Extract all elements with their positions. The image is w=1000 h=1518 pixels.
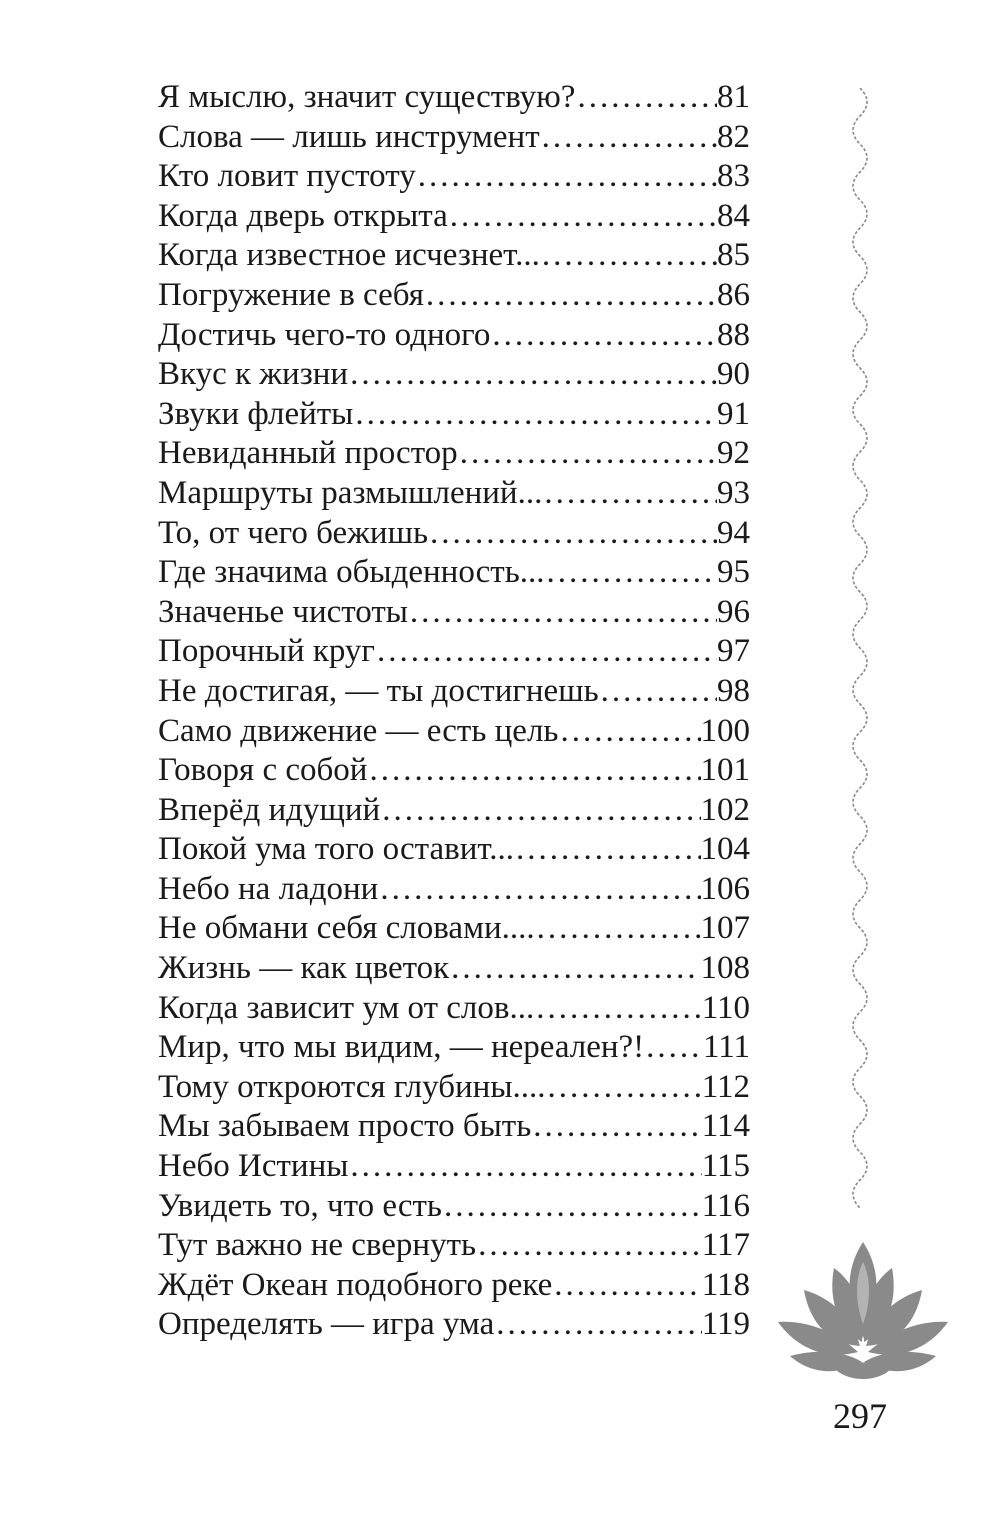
toc-entry [158,672,750,712]
table-of-contents [158,78,750,1345]
toc-entry-page: 96 [717,593,750,630]
toc-entry [158,514,750,554]
toc-leader-dots [367,751,700,791]
toc-entry-title: Небо на ладони [158,870,379,907]
toc-entry-title: Мир, что мы видим, — нереален?! [158,1029,645,1066]
toc-entry-title: Определять — игра ума [158,1306,495,1343]
toc-leader-dots [490,316,717,356]
toc-entry [158,316,750,356]
toc-entry-page: 90 [717,356,750,393]
toc-entry-title: Звуки флейты [158,395,354,432]
toc-entry-title: Достичь чего-то одного [158,316,491,353]
toc-entry-page: 119 [701,1306,750,1343]
toc-entry-title: Тут важно не свернуть [158,1227,477,1264]
toc-leader-dots [535,909,701,949]
toc-entry-page: 111 [702,1029,750,1066]
toc-entry-page: 95 [717,554,750,591]
toc-leader-dots [494,1305,701,1345]
toc-entry [158,593,750,633]
toc-entry-page: 118 [701,1266,750,1303]
toc-entry-page: 93 [717,474,750,511]
toc-leader-dots [558,712,700,752]
toc-entry [158,632,750,672]
toc-entry [158,1068,750,1108]
toc-entry-page: 112 [701,1068,750,1105]
vine-ornament-icon [838,88,882,1218]
toc-entry [158,949,750,989]
toc-leader-dots [552,1266,701,1306]
toc-entry-title: Тому откроются глубины.... [158,1068,546,1105]
toc-entry-page: 85 [717,237,750,274]
toc-entry-title: Ждёт Океан подобного реке [158,1266,553,1303]
toc-leader-dots [542,474,717,514]
toc-entry [158,355,750,395]
toc-entry-title: Жизнь — как цветок [158,950,450,987]
toc-entry [158,1147,750,1187]
toc-entry-page: 107 [700,910,750,947]
toc-entry [158,118,750,158]
toc-leader-dots [378,870,700,910]
toc-leader-dots [644,1028,703,1068]
toc-entry-title: Говоря с собой [158,752,368,789]
toc-entry-title: Погружение в себя [158,276,424,313]
toc-leader-dots [449,949,700,989]
toc-entry [158,989,750,1029]
toc-entry-page: 83 [717,158,750,195]
toc-entry-page: 86 [717,276,750,313]
toc-entry-page: 88 [717,316,750,353]
toc-entry [158,1028,750,1068]
toc-entry [158,1107,750,1147]
toc-entry [158,553,750,593]
toc-leader-dots [428,514,717,554]
toc-entry-page: 117 [701,1227,750,1264]
toc-entry [158,236,750,276]
toc-leader-dots [476,1226,702,1266]
toc-entry-title: Мы забываем просто быть [158,1108,532,1145]
toc-entry-title: Не обмани себя словами.... [158,910,535,947]
toc-leader-dots [416,157,717,197]
toc-entry-title: Значенье чистоты [158,593,408,630]
toc-leader-dots [540,236,717,276]
toc-leader-dots [458,434,717,474]
toc-entry-page: 91 [717,395,750,432]
toc-entry-title: Покой ума того оставит... [158,831,515,868]
toc-entry-title: Где значима обыденность... [158,554,545,591]
toc-entry [158,1305,750,1345]
toc-entry-page: 106 [700,870,750,907]
toc-entry-page: 82 [717,118,750,155]
vine-stem [853,88,867,1208]
toc-leader-dots [546,1068,702,1108]
toc-entry [158,434,750,474]
toc-entry-title: Само движение — есть цель [158,712,559,749]
toc-entry-page: 102 [700,791,750,828]
toc-entry-title: Вкус к жизни [158,356,349,393]
toc-entry [158,1226,750,1266]
toc-entry [158,830,750,870]
toc-leader-dots [534,989,701,1029]
toc-entry [158,909,750,949]
toc-leader-dots [514,830,700,870]
toc-leader-dots [348,355,717,395]
toc-entry [158,395,750,435]
toc-entry [158,78,750,118]
toc-entry-title: Кто ловит пустоту [158,158,416,195]
toc-entry-page: 108 [700,950,750,987]
toc-leader-dots [380,791,700,831]
toc-entry [158,751,750,791]
toc-leader-dots [424,276,717,316]
toc-entry [158,870,750,910]
toc-entry-title: Слова — лишь инструмент [158,118,540,155]
lotus-icon [776,1238,950,1384]
toc-entry [158,474,750,514]
toc-leader-dots [375,632,717,672]
toc-entry-title: Невиданный простор [158,435,458,472]
toc-leader-dots [545,553,717,593]
toc-leader-dots [408,593,717,633]
toc-entry-page: 116 [701,1187,750,1224]
toc-entry [158,1187,750,1227]
toc-leader-dots [531,1107,701,1147]
toc-entry-page: 101 [700,752,750,789]
toc-leader-dots [348,1147,701,1187]
toc-entry [158,1266,750,1306]
toc-entry-title: Небо Истины [158,1148,349,1185]
toc-entry-page: 115 [701,1148,750,1185]
toc-entry [158,197,750,237]
toc-entry [158,157,750,197]
toc-entry-title: Порочный круг [158,633,375,670]
toc-entry-title: Я мыслю, значит существую? [158,79,576,115]
toc-entry-title: Вперёд идущий [158,791,381,828]
toc-entry [158,791,750,831]
toc-entry-page: 110 [701,989,750,1026]
toc-entry-title: Когда дверь открыта [158,197,448,234]
toc-entry-page: 97 [717,633,750,670]
toc-entry-title: Увидеть то, что есть [158,1187,442,1224]
toc-entry-title: Маршруты размышлений... [158,474,543,511]
toc-entry [158,276,750,316]
toc-entry-title: Когда известное исчезнет... [158,237,540,274]
toc-leader-dots [442,1187,702,1227]
toc-entry-page: 92 [717,435,750,472]
toc-leader-dots [599,672,717,712]
toc-entry-page: 98 [717,672,750,709]
toc-entry-page: 81 [717,79,750,115]
toc-leader-dots [353,395,717,435]
toc-entry-title: Когда зависит ум от слов... [158,989,535,1026]
toc-entry-page: 100 [700,712,750,749]
toc-entry-page: 104 [700,831,750,868]
toc-leader-dots [448,197,717,237]
toc-entry-page: 84 [717,197,750,234]
toc-leader-dots [540,118,717,158]
toc-entry-page: 94 [717,514,750,551]
page-number: 297 [833,1396,887,1436]
toc-leader-dots [575,78,717,118]
toc-entry-title: То, от чего бежишь [158,514,429,551]
toc-entry [158,712,750,752]
toc-entry-title: Не достигая, — ты достигнешь [158,672,599,709]
toc-entry-page: 114 [701,1108,750,1145]
